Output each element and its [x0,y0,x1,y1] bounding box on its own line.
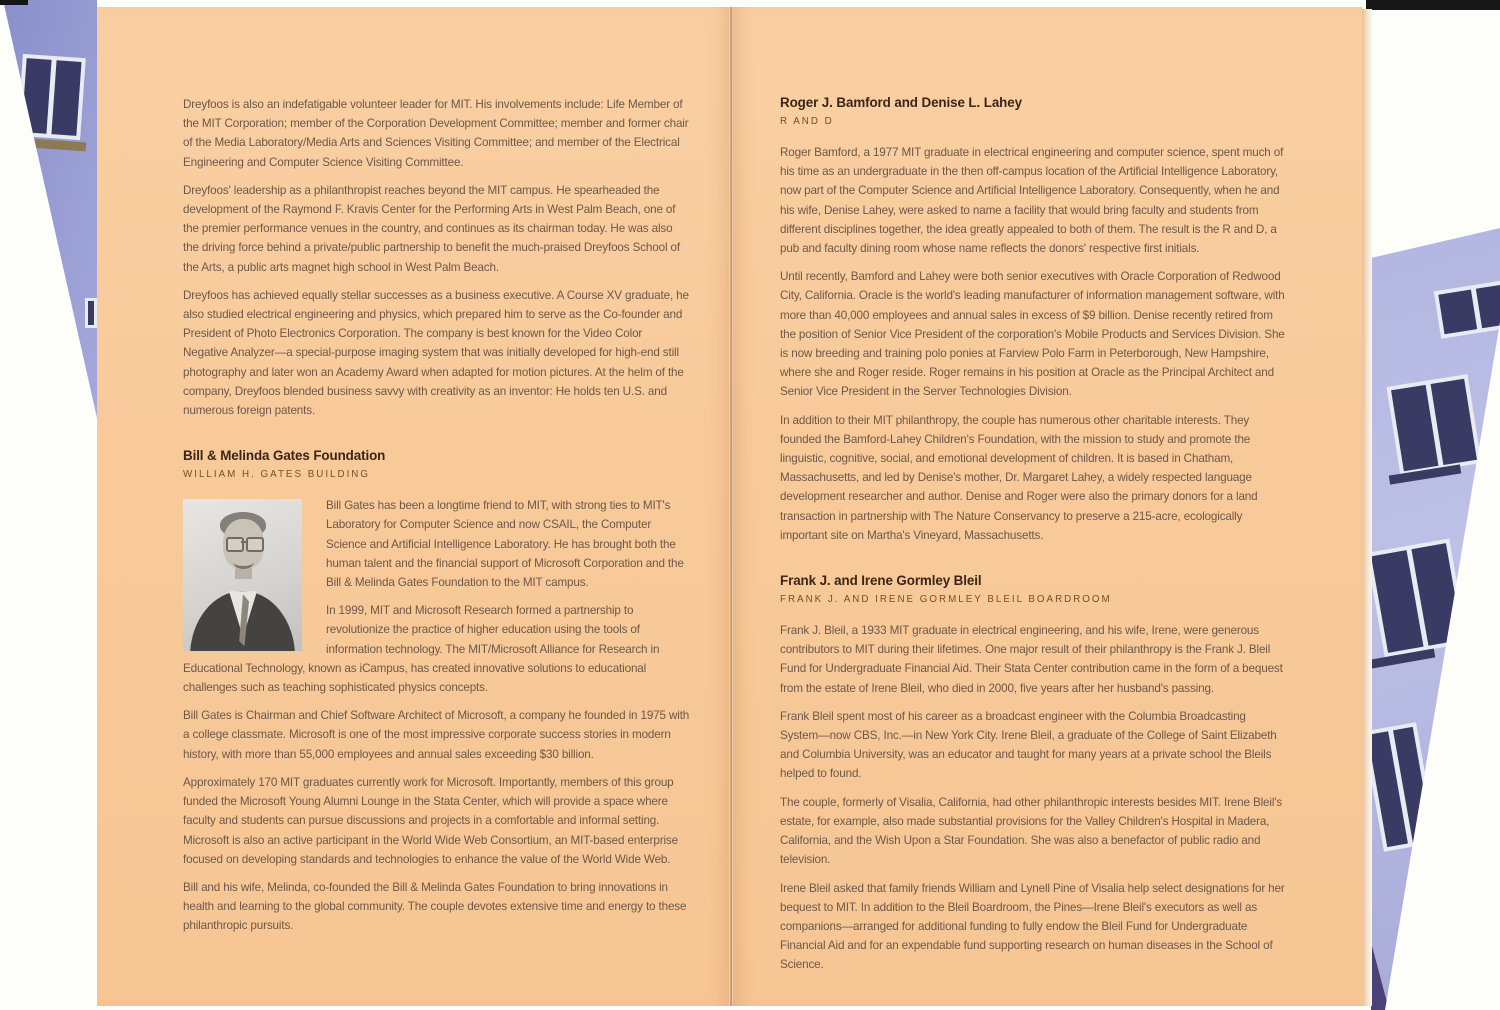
portrait-glasses [246,537,264,552]
left-text-column [183,95,690,945]
building-window [1386,374,1481,476]
wall-vent [34,172,41,183]
portrait-glasses [226,537,244,552]
paragraph: In 1999, MIT and Microsoft Research formed a partnership to revolutionize the practice of higher education using the tools of information technology. The MIT/Microsoft Alliance for Research in Educational Technology, known as iCampus, has created innovative solutions to educational challenges such as teaching sophisticated physics concepts. [183,604,660,695]
section-heading: Bill & Melinda Gates Foundation [183,448,386,464]
paragraph: Roger Bamford, a 1977 MIT graduate in electrical engineering and computer science, spent much of his time as an undergraduate in the then off-campus location of the Artificial Intelligence Laboratory, now part of the Computer Science and Artificial Intelligence Laboratory. Consequently, when he and his wife, Denise Lahey, were asked to name a facility that would bring faculty and students from different disciplines together, the idea greatly appealed to both of them. The result is the R and D, a pub and faculty dining room whose name reflects the donors' respective first initials. [780,146,1284,256]
window-pane [1438,290,1476,335]
paragraph: Dreyfoos is also an indefatigable volunteer leader for MIT. His involvements include: Life Member of the MIT Corporation; member of the Corporation Development Committee; member and former chair of the Media Laboratory/Media Arts and Sciences Visiting Committee; and member of the Electrical Engineering and Computer Science Visiting Committee. [183,98,689,169]
building-photo-right [1367,0,1500,1010]
window-pane [51,60,81,136]
portrait-glasses-bridge [241,541,247,543]
window-pane [1391,385,1438,471]
bill-gates-portrait-photo [183,499,302,651]
building-window [1434,279,1500,339]
paragraph: Irene Bleil asked that family friends William and Lynell Pine of Visalia help select designations for her bequest to MIT. In addition to the Bleil Boardroom, the Pines—Irene Bleil's executors as well as companions—arranged for additional funding to fully endow the Bleil Fund for Undergraduate Financial Aid and for an expendable fund supporting research on human diseases in the School of Science. [780,881,1285,972]
paragraph: Until recently, Bamford and Lahey were both senior executives with Oracle Corporation of Redwood City, California. Oracle is the world's leading manufacturer of information management software, with more than 40,000 employees and annual sales in excess of $9 billion. Denise recently retired from the position of Senior Vice President of the corporation's Mobile Products and Services Division. She is now breeding and training polo ponies at Farview Polo Farm in Peterborough, New Hampshire, where she and Roger reside. Roger remains in his position at Oracle as the Principal Architect and Senior Vice President in the Server Technologies Division. [780,270,1285,399]
section-heading: Frank J. and Irene Gormley Bleil [780,573,982,589]
building-window [17,54,86,140]
paragraph: Dreyfoos' leadership as a philanthropist reaches beyond the MIT campus. He spearheaded the development of the Raymond F. Kravis Center for the Performing Arts in West Palm Beach, one of the premier performance venues in the country, and continues as its chairman today. He was also the driving force behind a private/public partnership to benefit the much-praised Dreyfoos School of the Arts, a public arts magnet high school in West Palm Beach. [183,183,680,274]
section-heading: Roger J. Bamford and Denise L. Lahey [780,95,1022,110]
paragraph: The couple, formerly of Visalia, California, had other philanthropic interests besides MIT. Irene Bleil's estate, for example, also made substantial provisions for the Valley Children's Hospital in Madera, California, and the Wish Upon a Star Foundation. She was also a benefactor of public radio and television. [780,795,1283,867]
building-window [1366,539,1467,658]
window-pane [1430,379,1477,465]
window-pane [1475,284,1500,329]
paragraph: Dreyfoos has achieved equally stellar successes as a business executive. A Course XV graduate, he also studied electrical engineering and physics, which prepared him to serve as the Co-founder and President of Photo Electronics Corporation. The company is best known for the Video Color Negative Analyzer—a special-purpose imaging system that was initially developed for high-end still photography and later won an Academy Award when adapted for motion pictures. At the helm of the company, Dreyfoos blended business savvy with creativity as an inventor: He holds ten U.S. and numerous foreign patents. [183,288,689,418]
bleil-section [780,573,1285,974]
right-text-column [780,95,1285,984]
building-window [1363,722,1437,852]
right-page [733,7,1362,1006]
paragraph: In addition to their MIT philanthropy, the couple has numerous other charitable interests. They founded the Bamford-Lahey Children's Foundation, with the mission to study and promote the linguistic, cognitive, social, and emotional development of children. It is based in Chatham, Massachusetts, and led by Denise's mother, Dr. Margaret Lahey, a widely respected language development researcher and author. Denise and Roger were also the primary donors for a land transaction in partnership with The Nature Conservancy to preserve a 215-acre, ecologically important site on Martha's Vineyard, Massachusetts. [780,413,1258,542]
paragraph: Bill Gates has been a longtime friend to MIT, with strong ties to MIT's Laboratory for Computer Science and now CSAIL, the Computer Science and Artificial Intelligence Laboratory. He has brought both the human talent and the financial support of Microsoft Corporation and the Bill & Melinda Gates Foundation to the MIT campus. [326,499,684,590]
paragraph: Bill Gates is Chairman and Chief Software Architect of Microsoft, a company he founded in 1975 with a college classmate. Microsoft is one of the most impressive corporate success stories in modern history, with more than 55,000 employees and annual sales exceeding $30 billion. [183,709,690,761]
page-gutter-fold [729,7,733,1006]
scan-edge-mark [0,0,28,5]
paragraph: Frank Bleil spent most of his career as a broadcast engineer with the Columbia Broadcasting System—now CBS, Inc.—in New York City. Irene Bleil, a graduate of the College of Saint Elizabeth and Columbia University, was an educator and taught for many years at a private school the Bleils helped to found. [780,709,1277,781]
page-right-edge [1362,9,1372,1006]
window-pane [21,58,51,134]
bamford-lahey-section [780,95,1285,545]
section-subheading: R AND D [780,116,834,127]
left-page [97,7,729,1006]
section-subheading: FRANK J. AND IRENE GORMLEY BLEIL BOARDROOM [780,594,1112,606]
section-subheading: WILLIAM H. GATES BUILDING [183,469,370,481]
building-window-fragment [85,298,97,328]
gates-foundation-section [183,448,690,935]
scan-edge-bar [1366,0,1500,10]
paragraph: Frank J. Bleil, a 1933 MIT graduate in electrical engineering, and his wife, Irene, were generous contributors to MIT during their lifetimes. One major result of their philanthropy is the Frank J. Bleil Fund for Undergraduate Financial Aid. Their Stata Center contribution came in the form of a bequest from the estate of Irene Bleil, who died in 2000, five years after her husband's passing. [780,624,1283,695]
building-photo-left [0,0,97,420]
paragraph: Approximately 170 MIT graduates currently work for Microsoft. Importantly, members of this group funded the Microsoft Young Alumni Lounge in the Stata Center, which will provide a space where faculty and students can pursue discussions and projects in a comfortable and informal setting. Microsoft is also an active participant in the World Wide Web Consortium, an MIT-based enterprise focused on developing standards and technologies to enhance the value of the World Wide Web. [183,775,678,866]
paragraph: Bill and his wife, Melinda, co-founded the Bill & Melinda Gates Foundation to bring innovations in health and learning to the global community. The couple devotes extensive time and energy to these philanthropic pursuits. [183,880,687,933]
